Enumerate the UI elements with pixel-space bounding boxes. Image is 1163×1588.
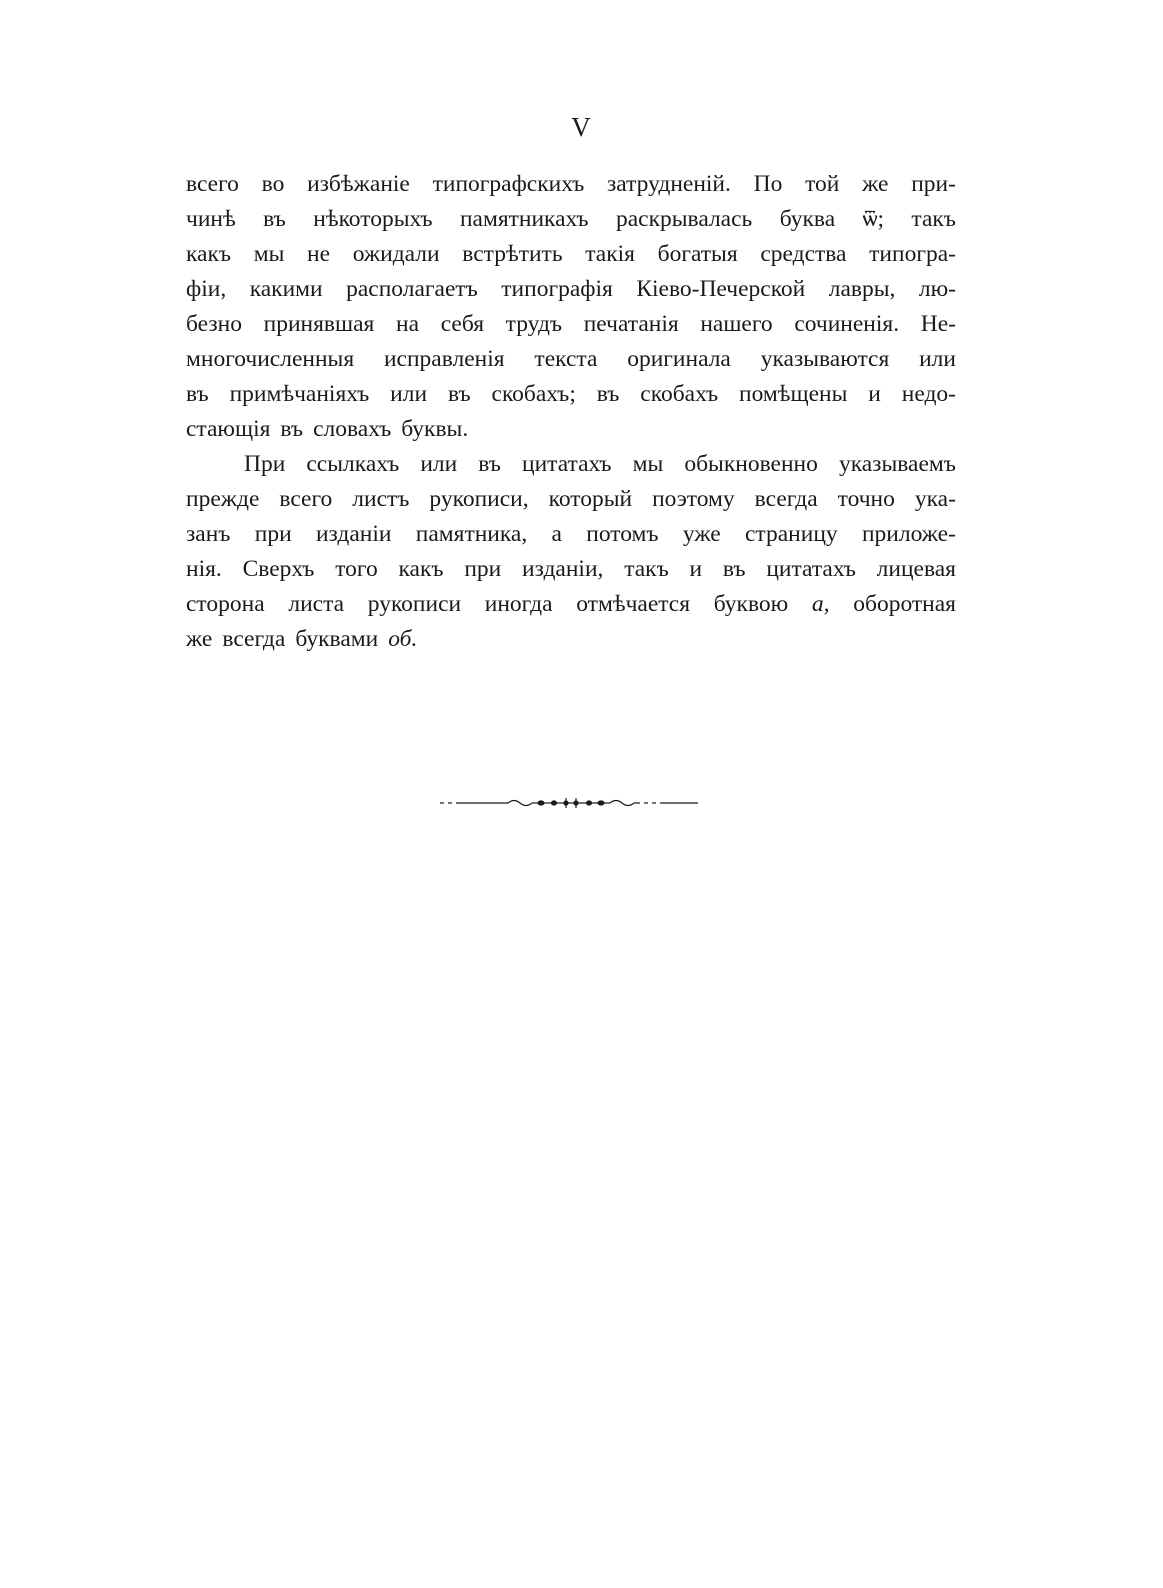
word: указываемъ bbox=[838, 451, 956, 477]
word: исправленія bbox=[383, 346, 505, 372]
paragraph bbox=[186, 167, 956, 447]
word: печатанія bbox=[583, 311, 679, 337]
word: какъ bbox=[398, 556, 444, 582]
word: при- bbox=[911, 171, 956, 197]
word: той bbox=[805, 171, 840, 197]
word: а bbox=[551, 521, 562, 547]
word: типогра- bbox=[869, 241, 956, 267]
word: точно bbox=[837, 486, 895, 512]
word: страницу bbox=[745, 521, 838, 547]
decorative-rule-icon bbox=[440, 793, 700, 813]
word: лицевая bbox=[876, 556, 956, 582]
word: такъ bbox=[911, 206, 956, 232]
word: оборотная bbox=[853, 591, 956, 617]
word: фіи, bbox=[186, 276, 227, 302]
word: цитатахъ bbox=[766, 556, 856, 582]
word: чинѣ bbox=[186, 206, 236, 232]
word: словахъ bbox=[313, 416, 392, 442]
word: памятника, bbox=[415, 521, 528, 547]
word: буква bbox=[779, 206, 836, 232]
body-text bbox=[186, 167, 956, 657]
word: въ bbox=[447, 381, 471, 407]
word: избѣжаніе bbox=[307, 171, 410, 197]
paragraph bbox=[186, 447, 956, 657]
word: занъ bbox=[186, 521, 231, 547]
word: нашего bbox=[700, 311, 773, 337]
word: отмѣчается bbox=[576, 591, 691, 617]
text-line bbox=[186, 202, 956, 237]
word: изданіи, bbox=[522, 556, 604, 582]
text-line bbox=[186, 377, 956, 412]
text-line bbox=[186, 167, 956, 202]
word: типографія bbox=[501, 276, 613, 302]
word: располагаетъ bbox=[346, 276, 478, 302]
word: текста bbox=[534, 346, 598, 372]
word: какими bbox=[249, 276, 323, 302]
word: при bbox=[464, 556, 502, 582]
word: того bbox=[335, 556, 378, 582]
word: Кіево-Печерской bbox=[636, 276, 806, 302]
word: себя bbox=[440, 311, 485, 337]
word: помѣщены bbox=[739, 381, 848, 407]
word: всего bbox=[186, 171, 239, 197]
word: приложе- bbox=[861, 521, 956, 547]
word: оригинала bbox=[627, 346, 731, 372]
word: цитатахъ bbox=[522, 451, 612, 477]
word: прежде bbox=[186, 486, 260, 512]
word: встрѣтить bbox=[462, 241, 563, 267]
text-line bbox=[186, 342, 956, 377]
word: нія. bbox=[186, 556, 222, 582]
word: мы bbox=[253, 241, 285, 267]
text-line bbox=[186, 552, 956, 587]
word: лавры, bbox=[828, 276, 896, 302]
word: принявшая bbox=[263, 311, 375, 337]
word: поэтому bbox=[652, 486, 735, 512]
word: или bbox=[390, 381, 428, 407]
word: По bbox=[753, 171, 783, 197]
word: безно bbox=[186, 311, 242, 337]
word: такія bbox=[585, 241, 635, 267]
word: При bbox=[244, 451, 286, 477]
word: уже bbox=[682, 521, 721, 547]
word: лю- bbox=[918, 276, 956, 302]
word: не bbox=[307, 241, 331, 267]
word: листъ bbox=[352, 486, 410, 512]
word: рукописи bbox=[367, 591, 462, 617]
word: изданіи bbox=[315, 521, 392, 547]
word: обыкновенно bbox=[684, 451, 818, 477]
word: нѣкоторыхъ bbox=[313, 206, 433, 232]
text-line bbox=[186, 272, 956, 307]
word: трудъ bbox=[505, 311, 563, 337]
word: всегда bbox=[222, 626, 286, 652]
word: на bbox=[396, 311, 420, 337]
word: ѿ; bbox=[862, 206, 884, 232]
word: средства bbox=[760, 241, 847, 267]
word: ука- bbox=[914, 486, 956, 512]
word: и bbox=[689, 556, 703, 582]
word: недо- bbox=[901, 381, 956, 407]
word: въ bbox=[596, 381, 620, 407]
text-line bbox=[186, 517, 956, 552]
word: въ bbox=[478, 451, 501, 477]
page-number: V bbox=[571, 112, 592, 142]
word: въ bbox=[263, 206, 286, 232]
word: Сверхъ bbox=[242, 556, 315, 582]
word: ссылкахъ bbox=[306, 451, 400, 477]
word: Не- bbox=[920, 311, 956, 337]
word: затрудненій. bbox=[606, 171, 731, 197]
word: раскрывалась bbox=[615, 206, 753, 232]
word: же bbox=[862, 171, 889, 197]
word: всегда bbox=[754, 486, 818, 512]
text-line bbox=[186, 447, 956, 482]
word: въ bbox=[722, 556, 746, 582]
word: или bbox=[919, 346, 956, 372]
word: или bbox=[420, 451, 458, 477]
text-line bbox=[186, 412, 956, 447]
word: и bbox=[868, 381, 881, 407]
word: листа bbox=[288, 591, 345, 617]
word: всего bbox=[279, 486, 333, 512]
word: типографскихъ bbox=[432, 171, 585, 197]
word: скобахъ; bbox=[491, 381, 576, 407]
word: стающія bbox=[186, 416, 271, 442]
word: потомъ bbox=[586, 521, 659, 547]
word: указываются bbox=[760, 346, 890, 372]
word: при bbox=[254, 521, 292, 547]
word: буквами bbox=[295, 626, 379, 652]
text-line bbox=[186, 307, 956, 342]
text-line bbox=[186, 622, 956, 657]
word: который bbox=[548, 486, 633, 512]
word: многочисленныя bbox=[186, 346, 355, 372]
word: иногда bbox=[484, 591, 553, 617]
word: въ bbox=[186, 381, 209, 407]
word: скобахъ bbox=[640, 381, 719, 407]
word: об. bbox=[388, 626, 418, 652]
text-line bbox=[186, 237, 956, 272]
word: буквы. bbox=[401, 416, 469, 442]
word: во bbox=[261, 171, 285, 197]
word: буквою bbox=[713, 591, 789, 617]
word: сторона bbox=[186, 591, 265, 617]
word: такъ bbox=[624, 556, 669, 582]
text-line bbox=[186, 587, 956, 622]
word: ожидали bbox=[352, 241, 440, 267]
word: мы bbox=[632, 451, 664, 477]
word: какъ bbox=[186, 241, 232, 267]
word: примѣчаніяхъ bbox=[229, 381, 370, 407]
word: а, bbox=[811, 591, 830, 617]
word: сочиненія. bbox=[794, 311, 900, 337]
text-line bbox=[186, 482, 956, 517]
word: въ bbox=[280, 416, 304, 442]
word: рукописи, bbox=[429, 486, 529, 512]
word: памятникахъ bbox=[459, 206, 589, 232]
word: богатыя bbox=[657, 241, 738, 267]
word: же bbox=[186, 626, 213, 652]
